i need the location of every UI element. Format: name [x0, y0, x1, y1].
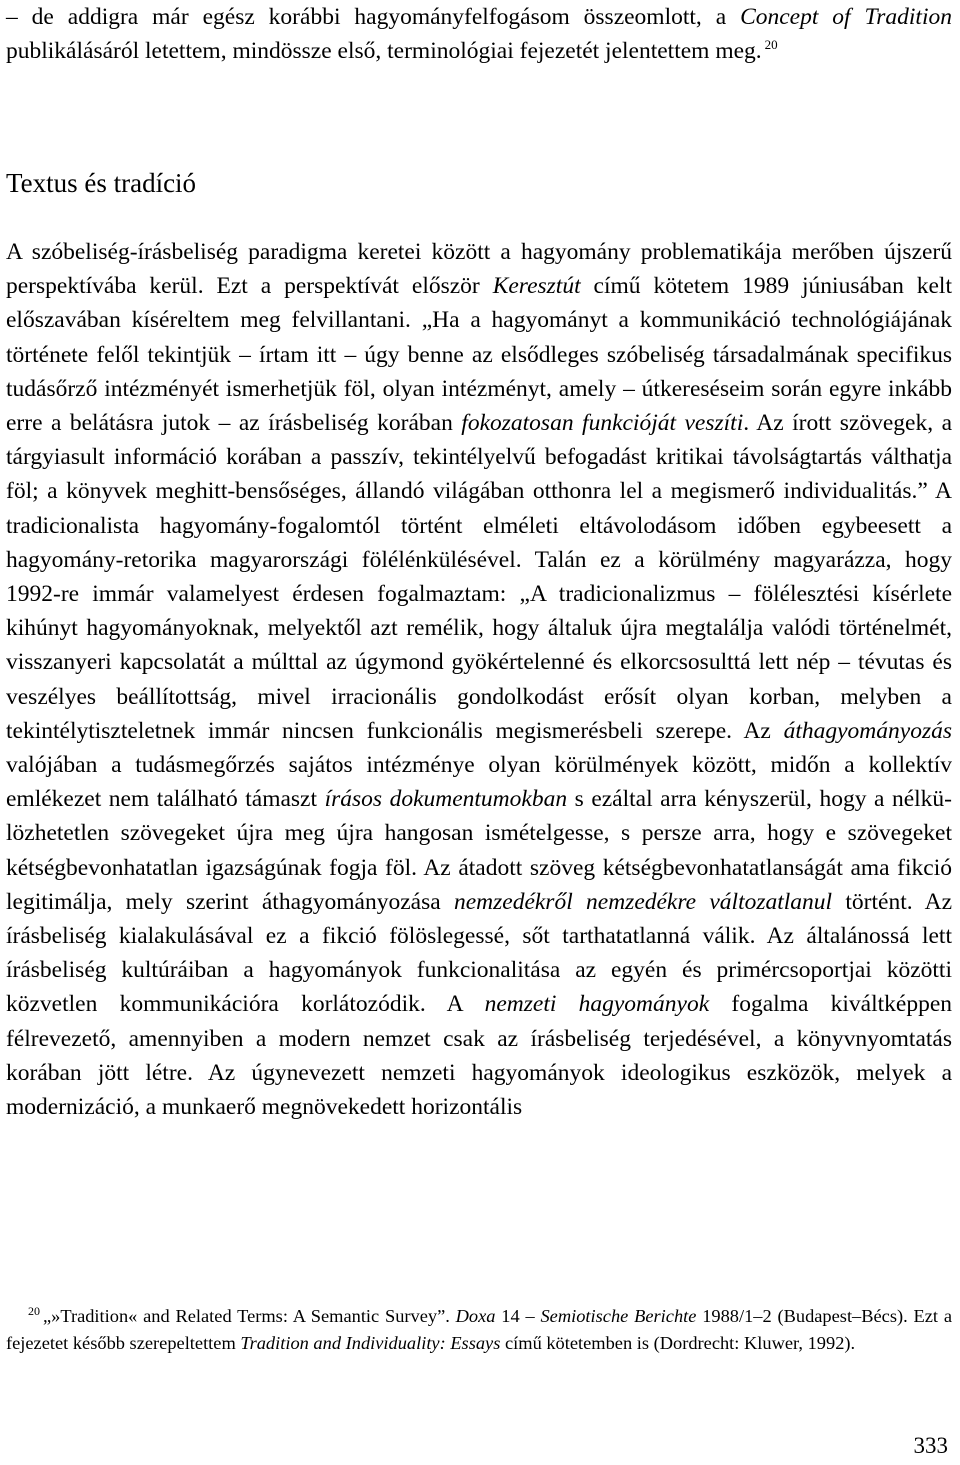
paragraph-text: valójában a tudásmegőrzés sajátos intézménye olyan körülmények között, midőn a kollektív emlékezet nem található támaszt: [6, 752, 952, 813]
italic-phrase: nemzedékről nemzedékre változatlanul: [453, 888, 833, 915]
italic-phrase: írásos dokumentumokban: [324, 786, 568, 813]
italic-phrase: fokozatosan funkcióját veszíti: [461, 410, 744, 437]
footnote-italic: Tradition and Individuality: Essays: [240, 1333, 501, 1353]
intro-paragraph: [6, 0, 952, 68]
paragraph-text: című kötetem 1989 júniusában kelt előszavában kíséreltem meg felvillantani. „Ha a hagyományt a kommunikáció technológiájának története felől tekintjük – írtam itt – úgy benne az elsődleges szóbeliség társadalmának specifikus tudásőrző intézményét ismerhetjük föl, olyan intézményt, amely – útkereséseim során egyre inkább erre a belátásra jutok – az írásbeliség korában: [6, 273, 952, 437]
intro-text: – de addigra már egész korábbi hagyományfelfogásom összeomlott, a: [6, 4, 741, 30]
main-paragraph: [6, 235, 952, 1124]
intro-italic-title: Concept of Tradition: [740, 4, 952, 30]
footnote-italic: Semiotische Berichte: [540, 1306, 697, 1326]
page-number: 333: [913, 1433, 948, 1458]
footnote-number: 20: [28, 1303, 40, 1318]
section-heading: Textus és tradíció: [6, 168, 197, 198]
paragraph-text: történt. Az írásbeliség kialakulásával ez a fikció fölöslegessé, sőt tarthatatlanná válik. Az általánossá lett írásbeliség kultúráiban a hagyományok funkcionalitása az egyén és primércsoportjai közötti közvetlen kommunikációra korlátozódik. A: [6, 888, 953, 1018]
footnote-text: 14 –: [495, 1306, 541, 1326]
footnote-text: című kötetemben is (Dordrecht: Kluwer, 1992).: [500, 1333, 856, 1353]
italic-phrase: Keresztút: [492, 273, 581, 300]
intro-text-continued: publikálásáról letettem, mindössze első, terminológiai fejezetét jelentettem meg.: [6, 38, 762, 65]
footnote-italic: Doxa: [455, 1306, 496, 1326]
footnote: [6, 1303, 952, 1357]
footnote-text: 1988/1–2 (Budapest–Bécs). Ezt a fejezetet később szerepeltettem: [6, 1306, 952, 1353]
paragraph-text: fogalma kiváltképpen félrevezető, amennyiben a modern nemzet csak az írásbeliség terjedésével, a könyvnyomtatás korában jött létre. Az úgynevezett nemzeti hagyományok ideologikus eszközök, melyek a modernizáció, a munkaerő megnövekedett horizontális: [6, 991, 953, 1121]
italic-phrase: áthagyományozás: [783, 717, 952, 744]
italic-phrase: nemzeti hagyományok: [484, 991, 710, 1018]
footnote-text: „»Tradition« and Related Terms: A Semantic Survey”.: [43, 1306, 456, 1326]
paragraph-text: . Az írott szövegek, a tárgyiasult információ korában a passzív, tekintélyelvű befogadást kritikai távolságtartás válthatja föl; a könyvek meghitt-bensőséges, állandó világában otthonra lel a megismerő individualitás.” A tradicionalista hagyomány-fogalomtól történt elméleti eltávolodásom időben egybeesett a hagyomány-retorika magyarországi fölélénkülésével. Talán ez a körülmény magyarázza, hogy 1992-re immár valamelyest érdesen fogalmaztam: „A tradicionalizmus – fölélesztési kísérlete kihúnyt hagyományoknak, melyektől azt remélik, hogy általuk újra megtalálja valódi történelmét, visszanyeri kapcsolatát a múlttal az úgymond gyökértelenné és elkorcsosulttá lett nép – tévutas és veszélyes beállítottság, mivel irracionális gondolkodást erősít olyan korban, melyben a tekintélytiszteletnek immár nincsen funkcionális megismerésbeli szerepe. Az: [6, 410, 952, 744]
footnote-reference[interactable]: 20: [764, 37, 778, 53]
paragraph-text: s ezáltal arra kényszerül, hogy a nélkülözhetetlen szövegeket újra meg újra hangosan ismételgesse, s persze arra, hogy e szövegeket kétségbevonhatatlan igazságúnak fogja föl. Az átadott szöveg kétségbevonhatatlanságát ama fikció legitimálja, mely szerint áthagyományozása: [6, 786, 952, 915]
paragraph-text: A szóbeliség-írásbeliség paradigma keretei között a hagyomány problematikája merőben újszerű perspektívába kerül. Ezt a perspektívát először: [6, 239, 952, 300]
